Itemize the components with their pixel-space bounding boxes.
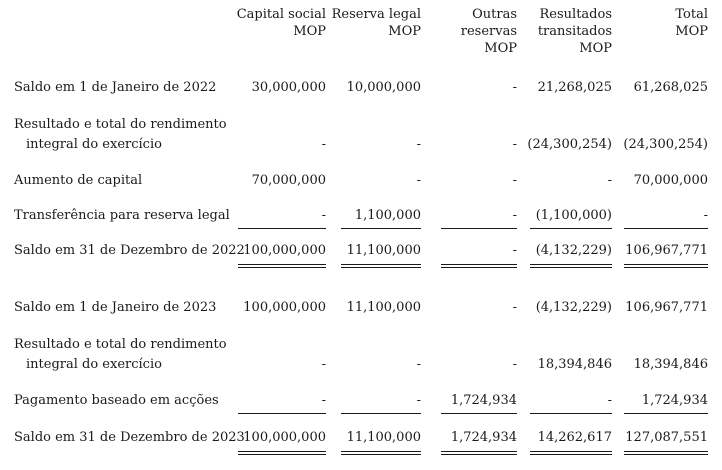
cell-value: - (321, 357, 326, 372)
cell-value: 1,100,000 (354, 208, 421, 223)
total-double-rule (624, 451, 708, 455)
cell-value: - (512, 243, 517, 258)
row-label (14, 391, 219, 411)
total-double-rule (441, 264, 517, 268)
column-header-unit: MOP (293, 24, 326, 39)
total-double-rule (530, 451, 612, 455)
cell-value: (24,300,254) (623, 137, 708, 152)
cell-value: 100,000,000 (243, 300, 326, 315)
row-label (14, 335, 227, 375)
cell-value: - (416, 173, 421, 188)
subtotal-rule (341, 413, 421, 414)
cell-value: 106,967,771 (625, 300, 708, 315)
cell-value: - (416, 137, 421, 152)
row-label (14, 206, 230, 226)
cell-value: 100,000,000 (243, 243, 326, 258)
row-label-line: Pagamento baseado em acções (14, 393, 219, 408)
subtotal-rule (624, 228, 708, 229)
row-label-line: Saldo em 1 de Janeiro de 2022 (14, 80, 217, 95)
cell-value: 18,394,846 (537, 357, 612, 372)
subtotal-rule (238, 228, 326, 229)
row-label (14, 78, 216, 98)
cell-value: - (321, 208, 326, 223)
total-double-rule (530, 264, 612, 268)
row-label-line: Saldo em 1 de Janeiro de 2023 (14, 300, 217, 315)
column-header-line: Capital social (236, 7, 326, 22)
row-label-line: Saldo em 31 de Dezembro de 2022 (14, 243, 245, 258)
column-header-line: reservas (460, 24, 517, 39)
column-header-line: transitados (537, 24, 612, 39)
column-header-line: Outras (472, 7, 517, 22)
cell-value: 14,262,617 (537, 430, 612, 445)
subtotal-rule (530, 228, 612, 229)
row-label (14, 241, 245, 261)
subtotal-rule (238, 413, 326, 414)
cell-value: - (321, 393, 326, 408)
cell-value: - (607, 393, 612, 408)
column-header-capital-social (237, 6, 326, 40)
cell-value: - (512, 357, 517, 372)
column-header-unit: MOP (484, 41, 517, 56)
cell-value: 70,000,000 (251, 173, 326, 188)
column-header-unit: MOP (388, 24, 421, 39)
cell-value: - (703, 208, 708, 223)
column-header-unit: MOP (675, 24, 708, 39)
row-label-line: integral do exercício (26, 137, 162, 152)
cell-value: 11,100,000 (346, 430, 421, 445)
subtotal-rule (341, 228, 421, 229)
cell-value: 11,100,000 (346, 300, 421, 315)
cell-value: - (512, 208, 517, 223)
subtotal-rule (441, 228, 517, 229)
cell-value: - (512, 173, 517, 188)
cell-value: 18,394,846 (633, 357, 708, 372)
cell-value: (24,300,254) (527, 137, 612, 152)
subtotal-rule (624, 413, 708, 414)
cell-value: - (607, 173, 612, 188)
column-header-line: Resultados (539, 7, 612, 22)
column-header-total (675, 6, 708, 40)
cell-value: - (321, 137, 326, 152)
cell-value: 30,000,000 (251, 80, 326, 95)
row-label (14, 171, 142, 191)
row-label-line: Resultado e total do rendimento (14, 337, 227, 352)
row-label (14, 298, 216, 318)
column-header-outras-reservas (461, 6, 517, 57)
row-label (14, 428, 245, 448)
total-double-rule (238, 451, 326, 455)
row-label-line: Transferência para reserva legal (14, 208, 230, 223)
cell-value: - (512, 300, 517, 315)
total-double-rule (341, 264, 421, 268)
cell-value: (4,132,229) (535, 243, 612, 258)
total-double-rule (341, 451, 421, 455)
column-header-reserva-legal (332, 6, 421, 40)
cell-value: - (512, 137, 517, 152)
cell-value: (4,132,229) (535, 300, 612, 315)
row-label-line: integral do exercício (26, 357, 162, 372)
cell-value: 10,000,000 (346, 80, 421, 95)
column-header-line: Total (675, 7, 708, 22)
cell-value: 21,268,025 (537, 80, 612, 95)
cell-value: 1,724,934 (641, 393, 708, 408)
cell-value: - (416, 357, 421, 372)
cell-value: 106,967,771 (625, 243, 708, 258)
column-header-line: Reserva legal (331, 7, 421, 22)
cell-value: - (512, 80, 517, 95)
column-header-resultados-transitados (538, 6, 612, 57)
cell-value: 127,087,551 (625, 430, 708, 445)
cell-value: 1,724,934 (450, 393, 517, 408)
column-header-unit: MOP (579, 41, 612, 56)
cell-value: 1,724,934 (450, 430, 517, 445)
total-double-rule (441, 451, 517, 455)
subtotal-rule (441, 413, 517, 414)
subtotal-rule (530, 413, 612, 414)
total-double-rule (624, 264, 708, 268)
row-label (14, 115, 227, 155)
total-double-rule (238, 264, 326, 268)
row-label-line: Resultado e total do rendimento (14, 117, 227, 132)
cell-value: 70,000,000 (633, 173, 708, 188)
row-label-line: Saldo em 31 de Dezembro de 2023 (14, 430, 245, 445)
cell-value: 11,100,000 (346, 243, 421, 258)
cell-value: 61,268,025 (633, 80, 708, 95)
cell-value: 100,000,000 (243, 430, 326, 445)
cell-value: (1,100,000) (535, 208, 612, 223)
row-label-line: Aumento de capital (14, 173, 143, 188)
cell-value: - (416, 393, 421, 408)
